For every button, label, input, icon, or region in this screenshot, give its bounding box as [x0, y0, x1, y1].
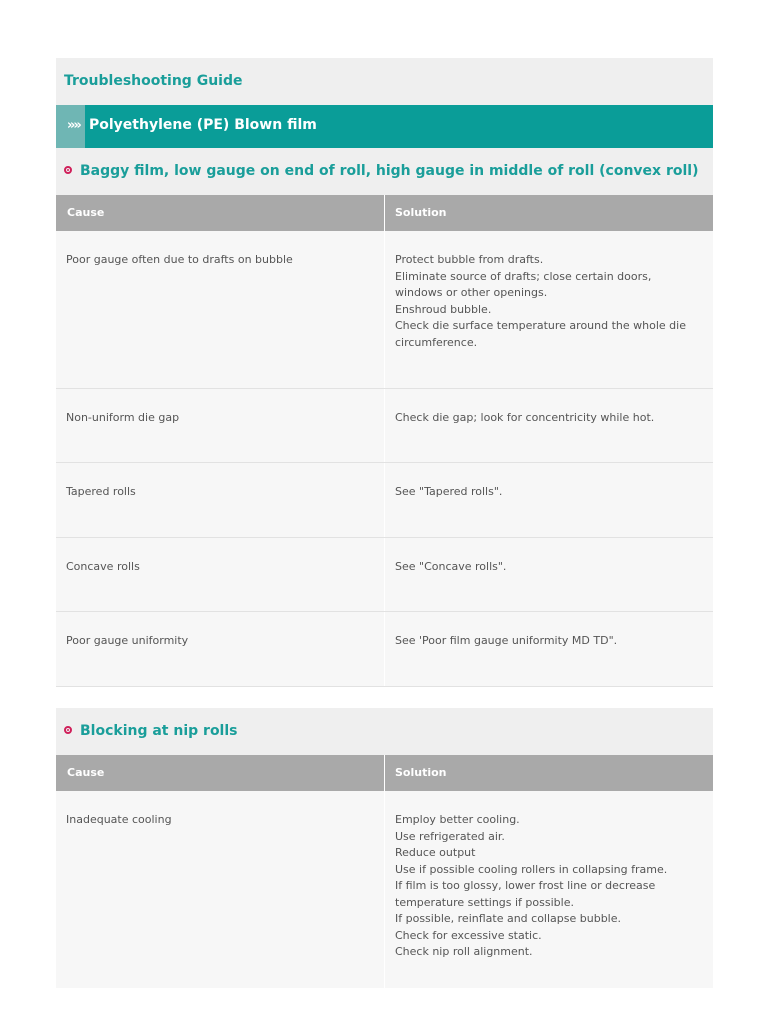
solution-line: Enshroud bubble.	[395, 302, 492, 316]
solution-line: Eliminate source of drafts; close certain doors,	[395, 269, 652, 283]
solution-line: Use refrigerated air.	[395, 829, 505, 843]
solution-line: circumference.	[395, 335, 478, 349]
solution-column-header: Solution	[395, 206, 447, 219]
section-header-pe-blown-film[interactable]	[56, 105, 713, 148]
table-row	[56, 231, 713, 389]
guide-title: Troubleshooting Guide	[56, 58, 713, 105]
solution-line: Protect bubble from drafts.	[395, 253, 544, 266]
solution-line: See "Tapered rolls".	[395, 485, 503, 498]
solution-line: Check nip roll alignment.	[395, 945, 533, 958]
table-row	[56, 791, 713, 988]
problem-title: Blocking at nip rolls	[80, 723, 238, 739]
solution-line: Check die gap; look for concentricity while hot.	[395, 411, 655, 424]
solution-cell	[385, 791, 713, 988]
cause-cell: Concave rolls	[56, 538, 385, 611]
section-title: Polyethylene (PE) Blown film	[89, 117, 317, 133]
troubleshooting-guide	[56, 58, 713, 988]
table-header	[56, 195, 713, 231]
solution-cell	[385, 389, 713, 462]
solution-line: Employ better cooling.	[395, 813, 520, 826]
cause-cell: Poor gauge uniformity	[56, 612, 385, 686]
problem-heading	[56, 148, 713, 195]
bullet-icon	[64, 726, 72, 734]
solution-cell	[385, 463, 713, 537]
solution-line: Check for excessive static.	[395, 928, 542, 942]
solution-cell	[385, 538, 713, 611]
table-row	[56, 612, 713, 687]
table-row	[56, 389, 713, 463]
table-row	[56, 463, 713, 538]
solution-line: Check die surface temperature around the whole die	[395, 319, 686, 332]
solution-line: See 'Poor film gauge uniformity MD TD".	[395, 634, 618, 647]
solution-line: windows or other openings.	[395, 286, 548, 299]
cause-cell: Poor gauge often due to drafts on bubble	[56, 231, 385, 388]
solution-line: Use if possible cooling rollers in collapsing frame.	[395, 862, 668, 876]
solution-line: If possible, reinflate and collapse bubble.	[395, 912, 622, 925]
section-spacer	[56, 687, 713, 708]
solution-line: temperature settings if possible.	[395, 895, 574, 909]
cause-cell: Inadequate cooling	[56, 791, 385, 988]
solution-line: See "Concave rolls".	[395, 560, 507, 573]
cause-cell: Tapered rolls	[56, 463, 385, 537]
table-header	[56, 755, 713, 791]
bullet-icon	[64, 166, 72, 174]
double-chevron-icon: »»	[67, 118, 80, 133]
solution-column-header: Solution	[395, 766, 447, 779]
solution-cell	[385, 231, 713, 388]
solution-line: Reduce output	[395, 846, 476, 859]
solution-line: If film is too glossy, lower frost line or decrease	[395, 879, 656, 892]
cause-column-header: Cause	[56, 195, 385, 231]
cause-cell: Non-uniform die gap	[56, 389, 385, 462]
problem-title: Baggy film, low gauge on end of roll, high gauge in middle of roll (convex roll)	[80, 163, 699, 179]
table-row	[56, 538, 713, 612]
solution-cell	[385, 612, 713, 686]
problem-heading	[56, 708, 713, 755]
cause-column-header: Cause	[56, 755, 385, 791]
